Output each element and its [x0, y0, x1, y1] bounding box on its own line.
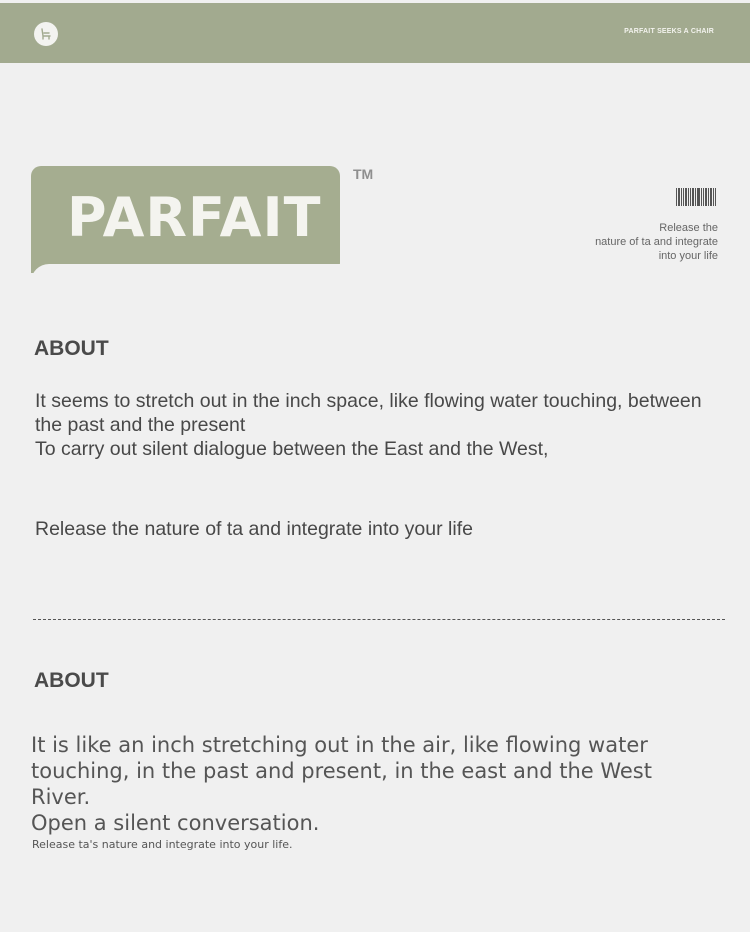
section1-line: To carry out silent dialogue between the East and the West, [35, 438, 549, 460]
chair-logo-icon[interactable] [34, 22, 58, 46]
tagline-line: Release the [659, 222, 718, 234]
section1-closing: Release the nature of ta and integrate into your life [35, 518, 473, 540]
section1-heading: ABOUT [34, 337, 109, 360]
section1-line: the past and the present [35, 414, 246, 436]
section-divider [33, 619, 725, 620]
tagline-line: nature of ta and integrate [595, 236, 718, 248]
section2-line: touching, in the past and present, in the east and the West River. [31, 759, 652, 809]
section2-closing: Release ta's nature and integrate into your life. [32, 838, 293, 851]
section2-paragraph [31, 732, 711, 836]
trademark-mark: TM [353, 166, 374, 182]
brand-logo-box [31, 166, 340, 273]
barcode-icon [676, 188, 716, 206]
section2-heading: ABOUT [34, 669, 109, 692]
brand-tagline [518, 221, 718, 263]
header-tagline: PARFAIT SEEKS A CHAIR [624, 28, 714, 35]
section2-line: It is like an inch stretching out in the air, like flowing water [31, 733, 648, 757]
tagline-line: into your life [658, 250, 718, 262]
top-bar [0, 3, 750, 63]
brand-box-curve [31, 264, 340, 284]
section1-paragraph [35, 389, 735, 461]
section1-line: It seems to stretch out in the inch space, like flowing water touching, between [35, 390, 702, 412]
brand-name: PARFAIT [67, 186, 322, 249]
section2-line: Open a silent conversation. [31, 811, 320, 835]
